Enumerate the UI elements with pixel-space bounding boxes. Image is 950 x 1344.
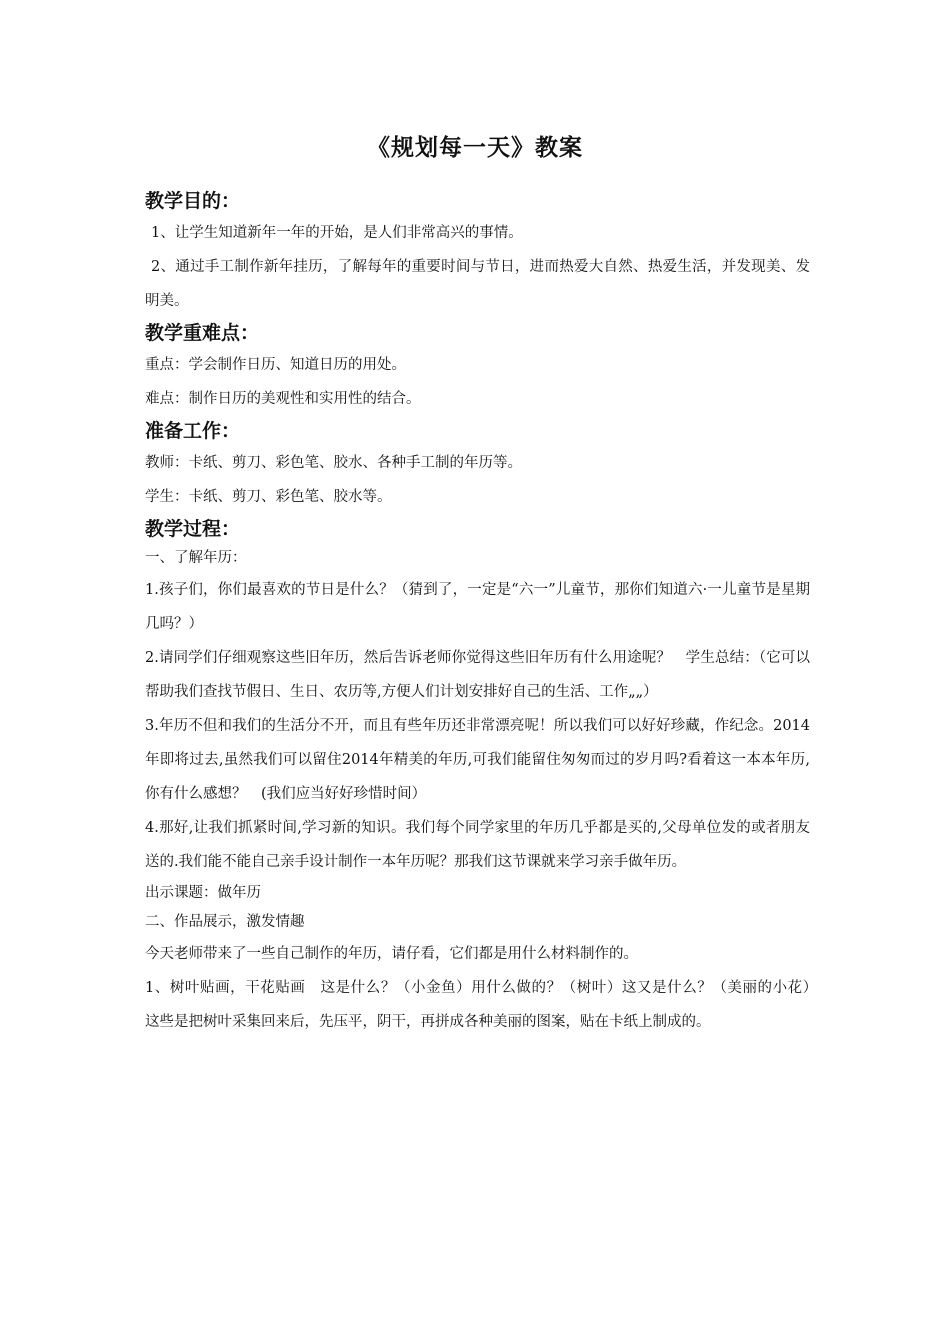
process-item-8: 今天老师带来了一些自己制作的年历，请仔看，它们都是用什么材料制作的。 — [145, 946, 638, 962]
process-item-5: 4.那好,让我们抓紧时间,学习新的知识。我们每个同学家里的年历几乎都是买的,父母单位发的或者朋友送的.我们能不能自己亲手设计制作一本年历呢？那我们这节课就来学习亲手做年历。 — [145, 820, 810, 870]
heading-preparation: 准备工作： — [145, 420, 241, 442]
keypoint-item-2: 难点：制作日历的美观性和实用性的结合。 — [145, 391, 421, 407]
process-item-1: 一、了解年历： — [145, 550, 247, 566]
heading-process: 教学过程： — [145, 518, 241, 540]
heading-keypoints: 教学重难点： — [145, 322, 260, 344]
goal-item-2: 2、通过手工制作新年挂历，了解每年的重要时间与节日，进而热爱大自然、热爱生活，并发现美、发明美。 — [145, 259, 810, 309]
document-body — [145, 186, 825, 1039]
keypoint-item-1: 重点：学会制作日历、知道日历的用处。 — [145, 357, 406, 373]
document-title: 《规划每一天》教案 — [367, 135, 583, 161]
process-item-3: 2.请同学们仔细观察这些旧年历，然后告诉老师你觉得这些旧年历有什么用途呢？ 学生总结：（它可以帮助我们查找节假日、生日、农历等,方便人们计划安排好自己的生活、工作„„） — [145, 650, 810, 700]
process-item-6: 出示课题：做年历 — [145, 885, 261, 901]
preparation-item-1: 教师：卡纸、剪刀、彩色笔、胶水、各种手工制的年历等。 — [145, 455, 522, 471]
heading-goals: 教学目的： — [145, 190, 241, 212]
goal-item-1: 1、让学生知道新年一年的开始，是人们非常高兴的事情。 — [151, 225, 523, 241]
process-item-7: 二、作品展示，激发情趣 — [145, 914, 305, 930]
process-item-2: 1.孩子们，你们最喜欢的节日是什么？（猜到了，一定是“六一”儿童节，那你们知道六·一儿童节是星期几吗？） — [145, 582, 810, 632]
process-item-9: 1、树叶贴画，干花贴画 这是什么？（小金鱼）用什么做的？（树叶）这又是什么？（美丽的小花） 这些是把树叶采集回来后，先压平，阴干，再拼成各种美丽的图案，贴在卡纸上制成的。 — [145, 980, 825, 1030]
process-item-4: 3.年历不但和我们的生活分不开，而且有些年历还非常漂亮呢！所以我们可以好好珍藏，作纪念。2014年即将过去,虽然我们可以留住2014年精美的年历,可我们能留住匆匆而过的岁月吗?看着这一本本年历,你有什么感想？ (我们应当好好珍惜时间） — [145, 718, 810, 802]
preparation-item-2: 学生：卡纸、剪刀、彩色笔、胶水等。 — [145, 489, 392, 505]
